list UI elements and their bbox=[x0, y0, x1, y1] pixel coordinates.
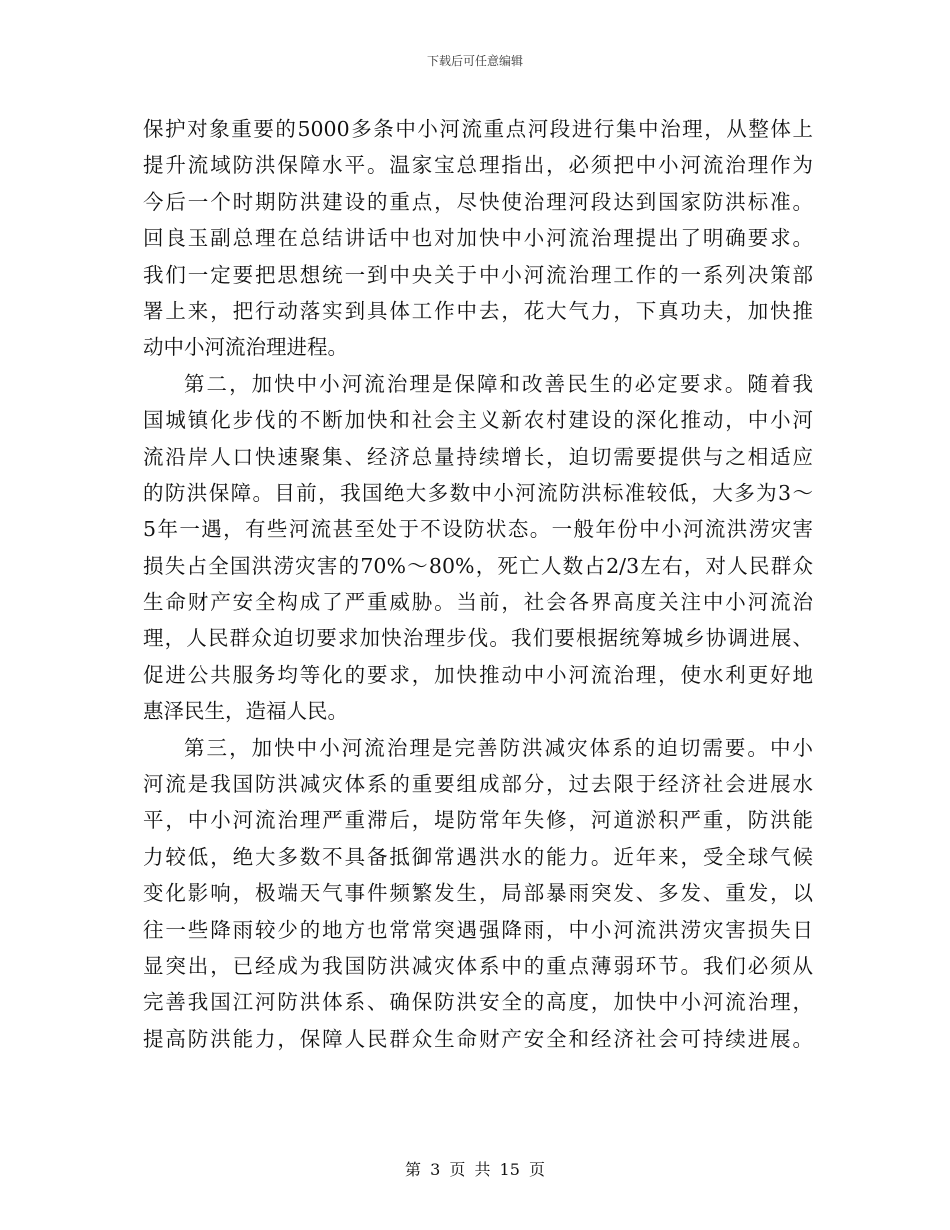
text-line: 往一些降雨较少的地方也常常突遇强降雨，中小河流洪涝灾害损失日 bbox=[143, 917, 813, 942]
text-line: 5年一遇，有些河流甚至处于不设防状态。一般年份中小河流洪涝灾害 bbox=[143, 517, 813, 542]
text-line: 变化影响，极端天气事件频繁发生，局部暴雨突发、多发、重发，以 bbox=[143, 881, 813, 906]
page-number: 第 3 页 共 15 页 bbox=[405, 1160, 545, 1179]
text-line: 我们一定要把思想统一到中央关于中小河流治理工作的一系列决策部 bbox=[143, 262, 813, 287]
text-line: 河流是我国防洪减灾体系的重要组成部分，过去限于经济社会进展水 bbox=[143, 772, 813, 797]
text-line: 动中小河流治理进程。 bbox=[143, 335, 348, 360]
text-line: 理，人民群众迫切要求加快治理步伐。我们要根据统筹城乡协调进展、 bbox=[143, 626, 813, 651]
text-line: 国城镇化步伐的不断加快和社会主义新农村建设的深化推动，中小河 bbox=[143, 408, 813, 433]
paragraph-start-line: 第二，加快中小河流治理是保障和改善民生的必定要求。随着我 bbox=[184, 371, 813, 396]
text-line: 促进公共服务均等化的要求，加快推动中小河流治理，使水利更好地 bbox=[143, 662, 813, 687]
text-line: 流沿岸人口快速聚集、经济总量持续增长，迫切需要提供与之相适应 bbox=[143, 444, 813, 469]
text-line: 显突出，已经成为我国防洪减灾体系中的重点薄弱环节。我们必须从 bbox=[143, 953, 813, 978]
text-line: 提升流域防洪保障水平。温家宝总理指出，必须把中小河流治理作为 bbox=[143, 153, 813, 178]
text-line: 惠泽民生，造福人民。 bbox=[143, 699, 348, 724]
text-line: 保护对象重要的5000多条中小河流重点河段进行集中治理，从整体上 bbox=[143, 117, 813, 141]
text-line: 生命财产安全构成了严重威胁。当前，社会各界高度关注中小河流治 bbox=[143, 590, 813, 615]
text-line: 提高防洪能力，保障人民群众生命财产安全和经济社会可持续进展。 bbox=[143, 1026, 813, 1051]
text-line: 回良玉副总理在总结讲话中也对加快中小河流治理提出了明确要求。 bbox=[143, 226, 813, 251]
page-header-note: 下载后可任意编辑 bbox=[426, 54, 523, 68]
text-line: 力较低，绝大多数不具备抵御常遇洪水的能力。近年来，受全球气候 bbox=[143, 844, 813, 869]
text-line: 今后一个时期防洪建设的重点，尽快使治理河段达到国家防洪标准。 bbox=[143, 189, 813, 214]
text-line: 损失占全国洪涝灾害的70%～80%，死亡人数占2/3左右，对人民群众 bbox=[143, 553, 813, 578]
text-line: 署上来，把行动落实到具体工作中去，花大气力，下真功夫，加快推 bbox=[143, 298, 813, 323]
document-body bbox=[143, 111, 813, 1057]
text-line: 的防洪保障。目前，我国绝大多数中小河流防洪标准较低，大多为3～ bbox=[143, 480, 813, 505]
text-line: 完善我国江河防洪体系、确保防洪安全的高度，加快中小河流治理， bbox=[143, 990, 813, 1015]
paragraph-start-line: 第三，加快中小河流治理是完善防洪减灾体系的迫切需要。中小 bbox=[184, 735, 813, 760]
text-line: 平，中小河流治理严重滞后，堤防常年失修，河道淤积严重，防洪能 bbox=[143, 808, 813, 833]
